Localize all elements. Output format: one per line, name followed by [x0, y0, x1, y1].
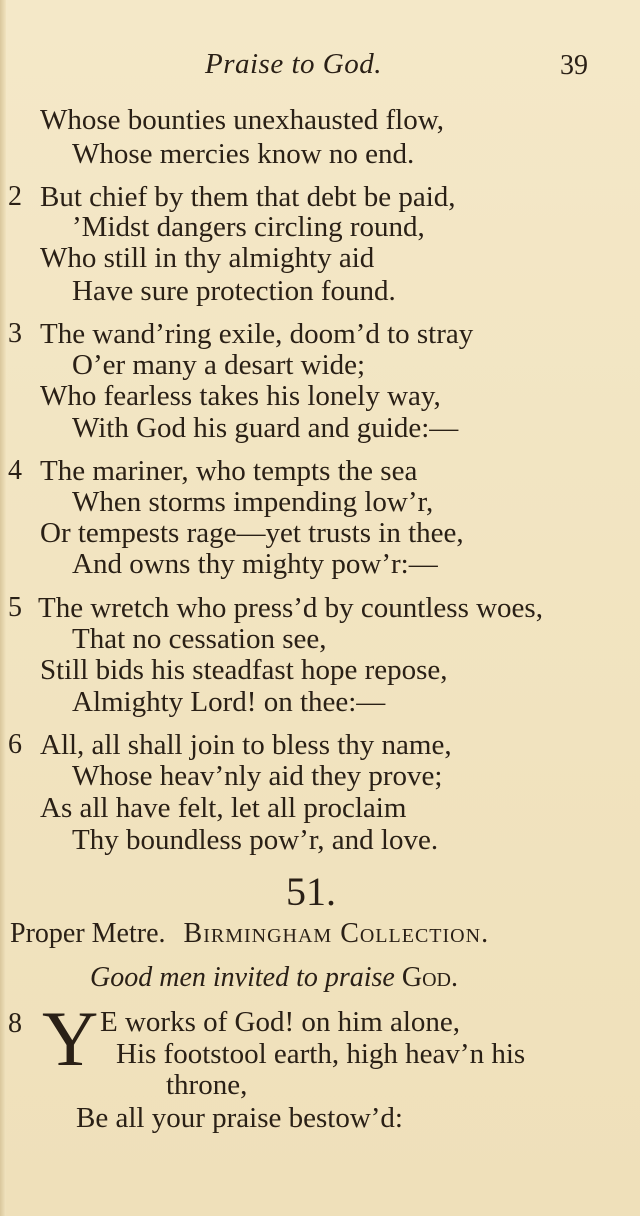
verse-line: Almighty Lord! on thee:—	[72, 686, 386, 718]
verse-line: ’Midst dangers circling round,	[72, 211, 425, 243]
verse-line: Thy boundless pow’r, and love.	[72, 824, 439, 856]
stanza-number: 6	[8, 729, 22, 760]
stanza-number: 3	[8, 318, 22, 349]
verse-line: Whose mercies know no end.	[72, 138, 415, 170]
verse-line: E works of God! on him alone,	[100, 1006, 461, 1038]
verse-line: When storms impending low’r,	[72, 486, 434, 518]
verse-line: And owns thy mighty pow’r:—	[72, 548, 438, 580]
verse-line: Still bids his steadfast hope repose,	[40, 654, 448, 686]
verse-line: Who still in thy almighty aid	[40, 242, 375, 274]
verse-line: But chief by them that debt be paid,	[40, 181, 456, 213]
hymn-metre-line	[10, 918, 489, 950]
verse-line: Whose bounties unexhausted flow,	[40, 104, 445, 136]
page-spine-shadow	[0, 0, 6, 1216]
page-number: 39	[560, 50, 588, 81]
verse-line: Who fearless takes his lonely way,	[40, 380, 441, 412]
verse-line: The wand’ring exile, doom’d to stray	[40, 318, 474, 350]
stanza-number: 4	[8, 455, 22, 486]
hymn-source: Birmingham Collection.	[183, 918, 490, 949]
verse-line: His footstool earth, high heav’n his	[116, 1038, 526, 1070]
verse-line: Be all your praise bestow’d:	[76, 1102, 403, 1134]
verse-line: All, all shall join to bless thy name,	[40, 729, 452, 761]
stanza-number: 5	[8, 592, 22, 623]
verse-line: The wretch who press’d by countless woes,	[38, 592, 543, 624]
hymn-subtitle-text: Good men invited to praise	[90, 962, 395, 993]
verse-line: Or tempests rage—yet trusts in thee,	[40, 517, 464, 549]
verse-line: As all have felt, let all proclaim	[40, 792, 407, 824]
verse-line: That no cessation see,	[72, 623, 327, 655]
stanza-number: 2	[8, 181, 22, 212]
hymn-number: 51.	[286, 869, 336, 914]
hymn-subtitle	[90, 962, 458, 994]
verse-line: Have sure protection found.	[72, 275, 396, 307]
drop-cap: Y	[42, 995, 99, 1082]
running-header-title: Praise to God.	[205, 48, 382, 80]
verse-line: O’er many a desart wide;	[72, 349, 366, 381]
hymn-subtitle-god: God.	[401, 962, 458, 993]
verse-line: The mariner, who tempts the sea	[40, 455, 418, 487]
verse-line: With God his guard and guide:—	[72, 412, 459, 444]
stanza-number: 8	[8, 1008, 22, 1039]
hymn-metre: Proper Metre.	[10, 918, 166, 949]
verse-line: throne,	[166, 1069, 248, 1101]
verse-line: Whose heav’nly aid they prove;	[72, 760, 443, 792]
